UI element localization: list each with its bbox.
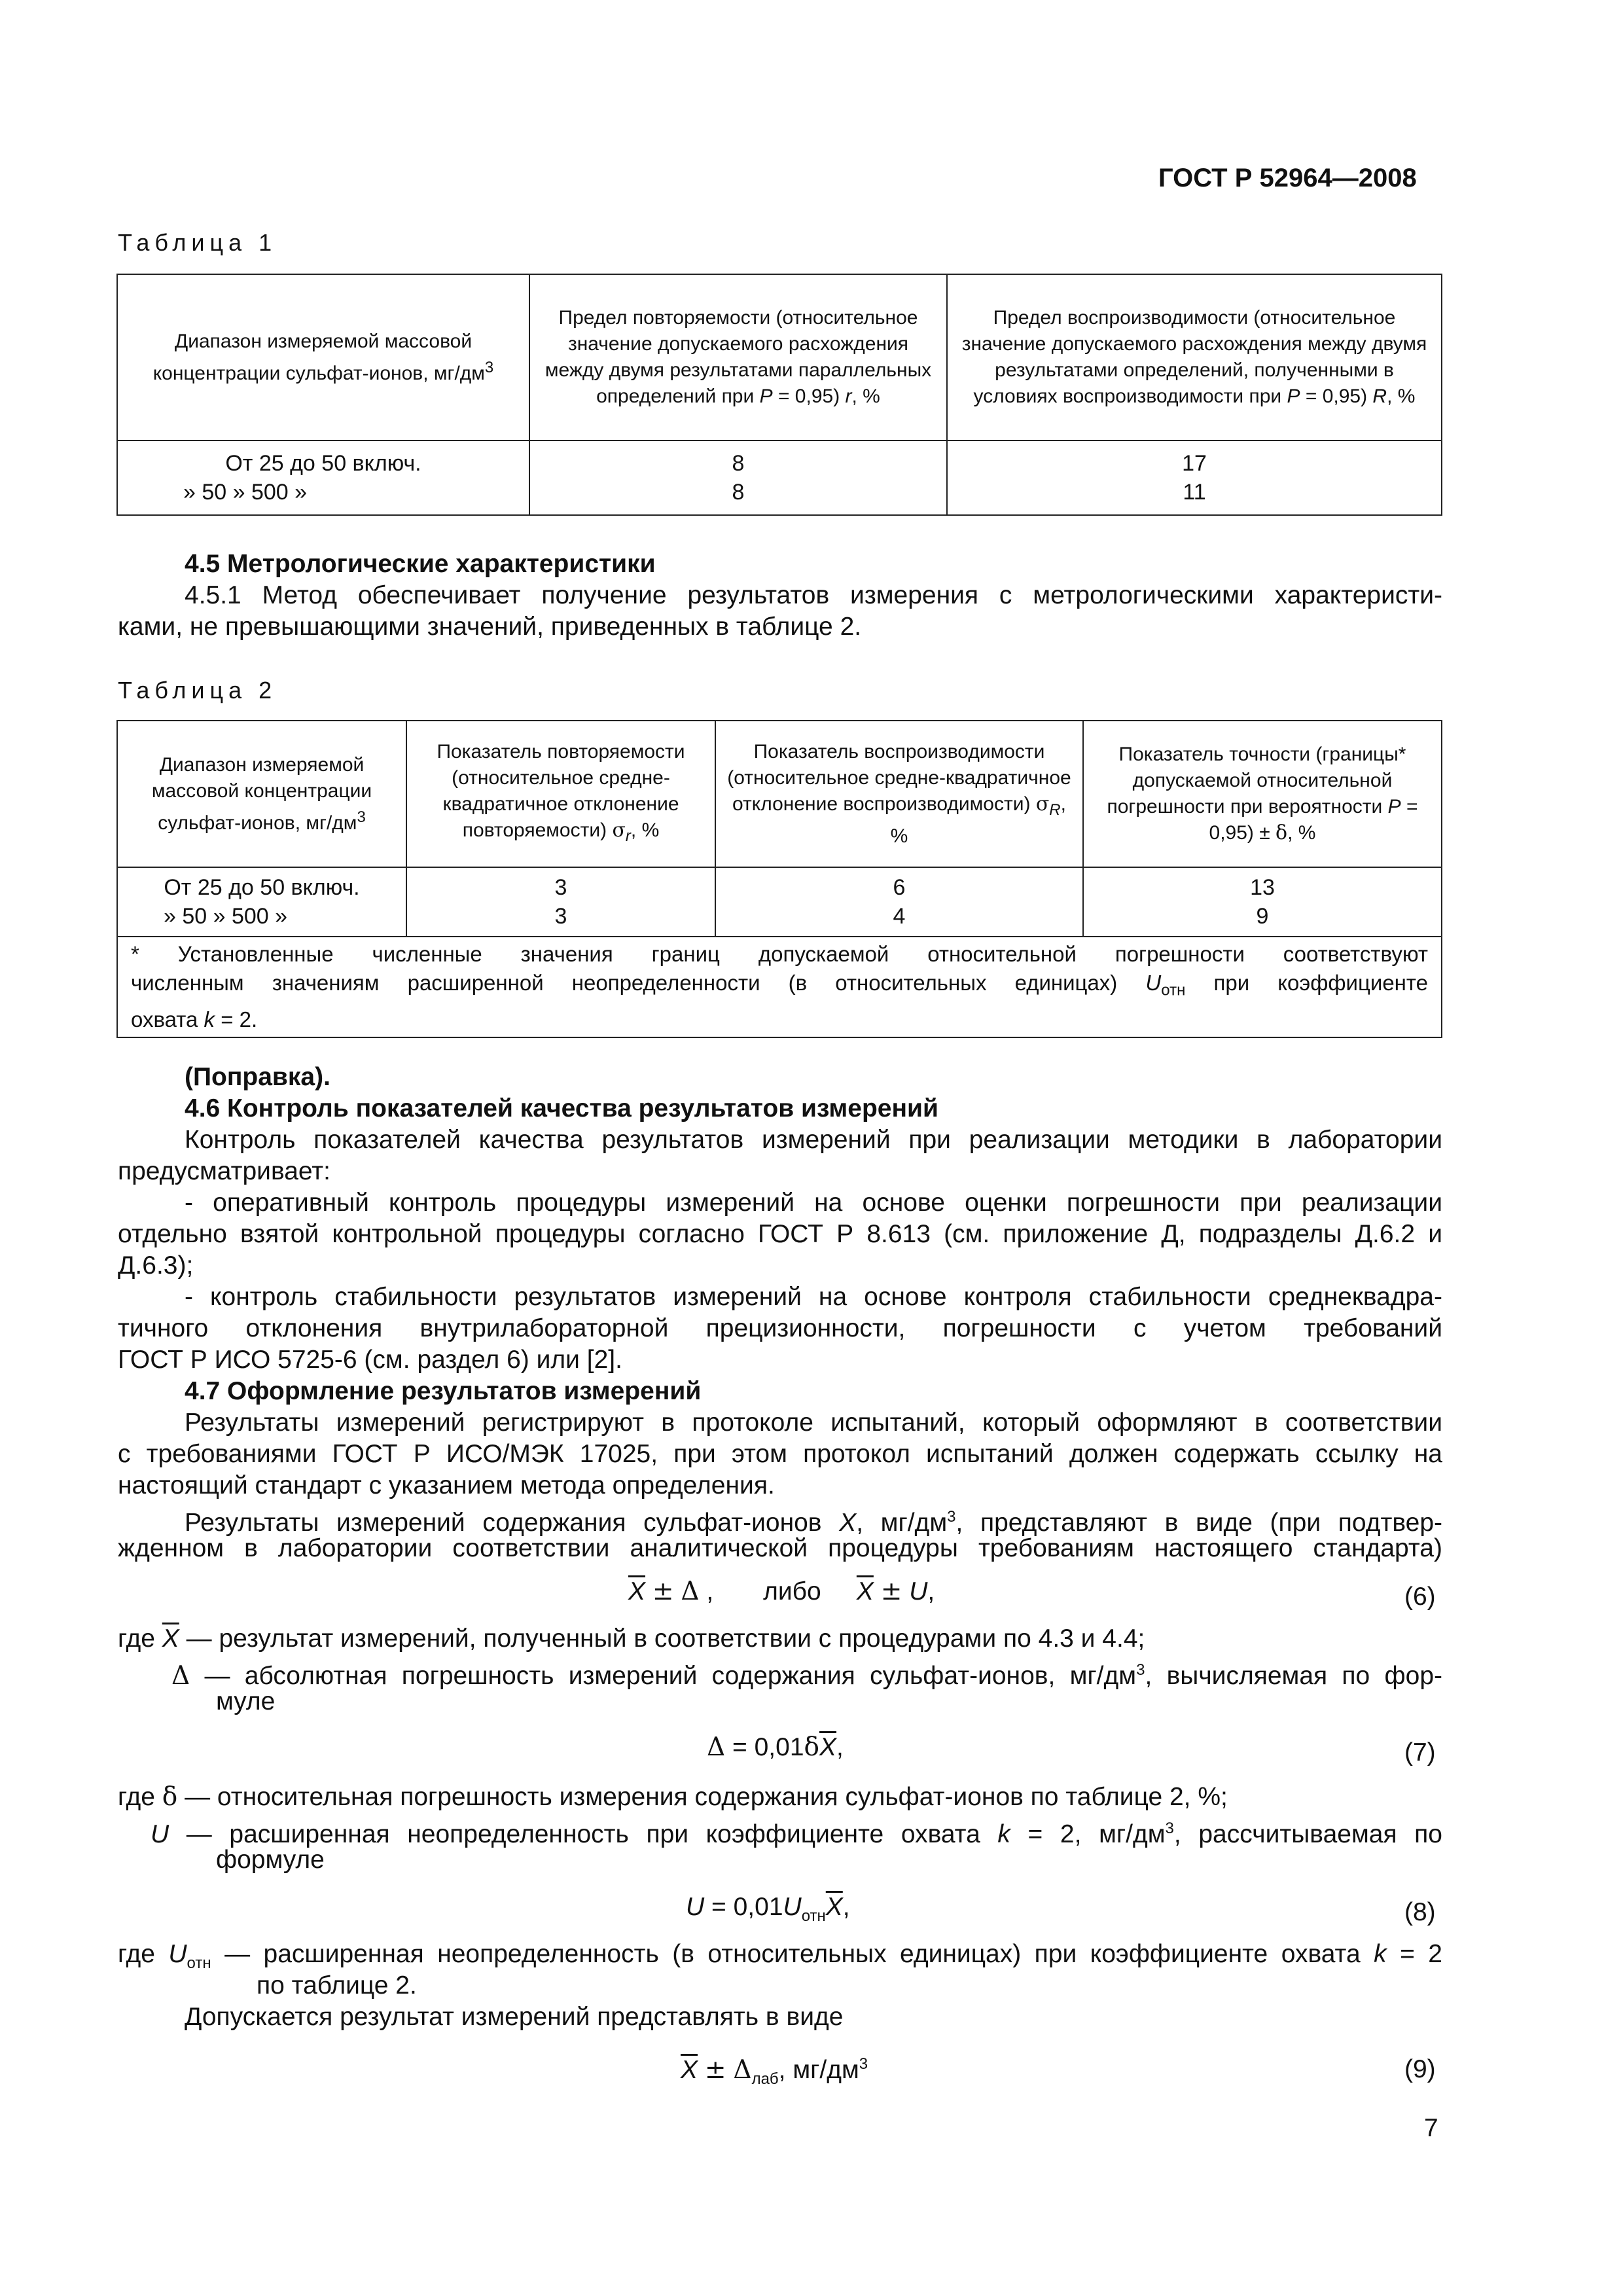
table2-header-accuracy: Показатель точности (границы* допускаемой относительной погрешности при вероятности P = 0,95) ± δ, %: [1083, 721, 1442, 867]
equation-8-number: (8): [1404, 1898, 1436, 1926]
table1-header-repeatability: Предел повторяемости (относительное значение допускаемого расхождения между двумя результатами параллельных определений при P = 0,95) r, %: [529, 274, 947, 440]
table2-footnote: * Установленные численные значения границ допускаемой относительной погрешности соответствуют численным значениям расширенной неопределенности (в относительных единицах) $U_{отн}$ при коэффициенте охвата k = 2.: [117, 937, 1442, 1037]
section-4-5-title: 4.5 Метрологические характеристики: [185, 550, 656, 578]
table2-header-range: Диапазон измеряемой массовой концентрации сульфат-ионов, $мг/дм^3$: [117, 721, 406, 867]
table2-caption: Таблица 2: [118, 677, 277, 704]
table1-header-reproducibility: Предел воспроизводимости (относительное значение допускаемого расхождения между двумя результатами определений, полученными в условиях воспроизводимости при P = 0,95) R, %: [947, 274, 1442, 440]
where-uotn-line1: где $U_{отн}$ — расширенная неопределенность (в относительных единицах) при коэффициенте охвата k = 2: [118, 1940, 1442, 1972]
equation-7-number: (7): [1404, 1738, 1436, 1767]
section-4-6-line8: ГОСТ Р ИСО 5725-6 (см. раздел 6) или [2].: [118, 1346, 622, 1374]
where-delta-line2: муле: [216, 1687, 276, 1715]
table1: [116, 274, 1442, 516]
where-u-line2: формуле: [216, 1846, 325, 1874]
table2: [116, 720, 1442, 1038]
equation-6-number: (6): [1404, 1583, 1436, 1611]
where-x: где $\overline{X}$ — результат измерений, полученный в соответствии с процедурами по 4.3 и 4.4;: [118, 1624, 1145, 1653]
document-code: ГОСТ Р 52964—2008: [1158, 164, 1417, 192]
section-4-5-line2: ками, не превышающими значений, приведенных в таблице 2.: [118, 613, 862, 641]
table2-header-sigma-r: Показатель повторяемости (относительное средне-квадратичное отклонение повторяемости) $\sigma_r$, %: [406, 721, 715, 867]
section-4-7-line3: настоящий стандарт с указанием метода определения.: [118, 1471, 775, 1499]
section-4-6-line4: отдельно взятой контрольной процедуры согласно ГОСТ Р 8.613 (см. приложение Д, подразделы Д.6.2 и: [118, 1220, 1442, 1248]
equation-8: $U = 0,01U_{отн}\overline{X}$,: [686, 1893, 850, 1925]
table1-caption: Таблица 1: [118, 229, 277, 256]
equation-9-number: (9): [1404, 2055, 1436, 2083]
where-u-line1: U — расширенная неопределенность при коэффициенте охвата k = 2, $мг/дм^3$, рассчитываемая по: [151, 1820, 1442, 1848]
page-number: 7: [1424, 2114, 1438, 2142]
table1-cell-R: 17 11: [947, 440, 1442, 515]
section-4-7-title: 4.7 Оформление результатов измерений: [185, 1377, 702, 1405]
section-4-6-line3: - оперативный контроль процедуры измерений на основе оценки погрешности при реализации: [185, 1189, 1442, 1217]
allow-text: Допускается результат измерений представлять в виде: [185, 2003, 844, 2031]
equation-9: $\overline{X} \pm \Delta_{лаб}$, $мг/дм^3$: [681, 2055, 868, 2088]
section-4-6-line2: предусматривает:: [118, 1157, 331, 1185]
section-4-7-line1: Результаты измерений регистрируют в протоколе испытаний, который оформляют в соответствии: [185, 1408, 1442, 1437]
section-4-6-line1: Контроль показателей качества результатов измерений при реализации методики в лаборатории: [185, 1126, 1442, 1154]
section-4-7-line5: жденном в лаборатории соответствии аналитической процедуры требованиям настоящего стандарта): [118, 1534, 1442, 1562]
table2-header-sigma-R: Показатель воспроизводимости (относительное средне-квадратичное отклонение воспроизводимости) $\sigma_R$, %: [715, 721, 1083, 867]
section-4-6-line6: - контроль стабильности результатов измерений на основе контроля стабильности среднеквадра-: [185, 1283, 1442, 1311]
where-delta-small: где δ — относительная погрешность измерения содержания сульфат-ионов по таблице 2, %;: [118, 1782, 1228, 1812]
section-4-6-title: 4.6 Контроль показателей качества результатов измерений: [185, 1094, 938, 1122]
table2-cell-sigma-r: 3 3: [406, 867, 715, 937]
where-uotn-line2: по таблице 2.: [257, 1971, 417, 2000]
section-4-7-line4: Результаты измерений содержания сульфат-ионов X, $мг/дм^3$, представляют в виде (при подтвер-: [185, 1508, 1443, 1537]
section-4-6-line5: Д.6.3);: [118, 1251, 194, 1280]
table1-cell-r: 8 8: [529, 440, 947, 515]
table1-header-range: Диапазон измеряемой массовой концентрации сульфат-ионов, $мг/дм^3$: [117, 274, 529, 440]
table1-cell-range: От 25 до 50 включ. » 50 » 500 »: [117, 440, 529, 515]
amendment-note: (Поправка).: [185, 1063, 330, 1091]
section-4-7-line2: с требованиями ГОСТ Р ИСО/МЭК 17025, при этом протокол испытаний должен содержать ссылку на: [118, 1440, 1442, 1468]
section-4-5-line1: 4.5.1 Метод обеспечивает получение результатов измерения с метрологическими характеристи-: [185, 581, 1442, 609]
table2-cell-range: От 25 до 50 включ. » 50 » 500 »: [117, 867, 406, 937]
table2-cell-accuracy: 13 9: [1083, 867, 1442, 937]
equation-6: $\overline{X} \pm \Delta$ , либо $\overline{X} \pm U$,: [628, 1577, 935, 1606]
table2-cell-sigma-R: 6 4: [715, 867, 1083, 937]
equation-7: $\Delta = 0,01\delta\overline{X}$,: [707, 1732, 844, 1762]
section-4-6-line7: тичного отклонения внутрилабораторной прецизионности, погрешности с учетом требований: [118, 1314, 1442, 1342]
where-delta-line1: Δ — абсолютная погрешность измерений содержания сульфат-ионов, $мг/дм^3$, вычисляемая по фор-: [171, 1661, 1442, 1691]
